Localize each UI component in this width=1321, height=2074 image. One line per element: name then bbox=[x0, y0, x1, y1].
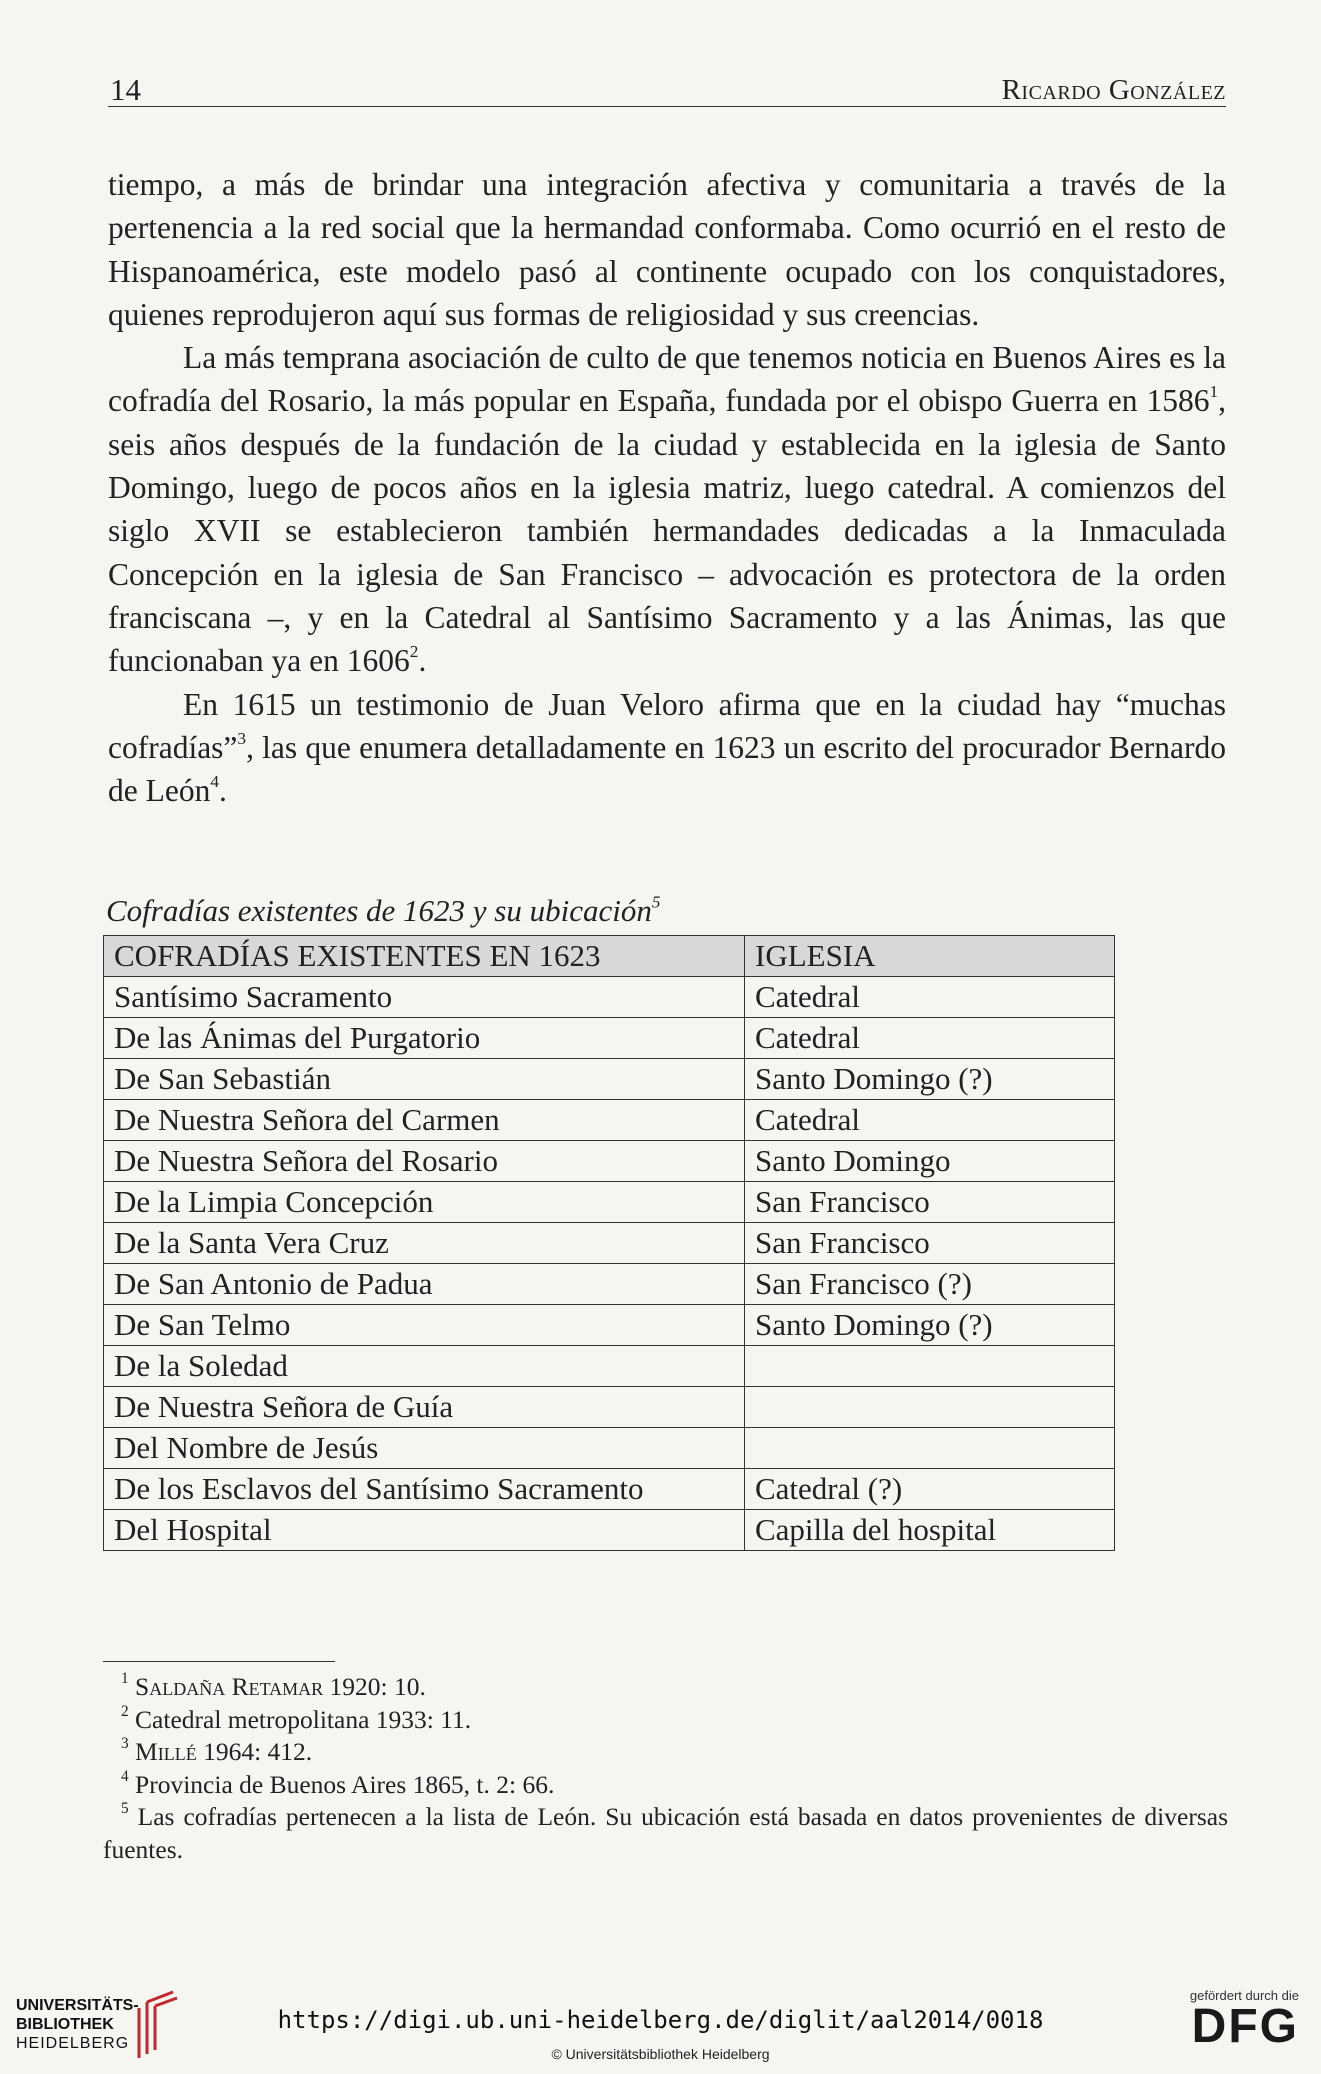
footnote-author: Saldaña Retamar bbox=[135, 1672, 324, 1701]
paragraph-2-text-a: La más temprana asociación de culto de que tenemos noticia en Buenos Aires es la cofradía del Rosario, la más popular en España, fundada por el obispo Guerra en 1586 bbox=[108, 340, 1226, 419]
table-row bbox=[104, 1387, 1115, 1428]
iglesia-cell: Santo Domingo (?) bbox=[745, 1305, 1115, 1346]
footnote-text: 1920: 10. bbox=[323, 1672, 426, 1701]
table-row bbox=[104, 1182, 1115, 1223]
paragraph-3-text-b: , las que enumera detalladamente en 1623 un escrito del procurador Bernardo de León bbox=[108, 729, 1226, 809]
footnote-1 bbox=[103, 1671, 1228, 1704]
footnote-number: 4 bbox=[121, 1767, 129, 1785]
iglesia-cell: San Francisco bbox=[745, 1223, 1115, 1264]
table-row bbox=[104, 1100, 1115, 1141]
iglesia-cell bbox=[745, 1428, 1115, 1469]
table-row bbox=[104, 1469, 1115, 1510]
funder-logo[interactable] bbox=[1190, 1988, 1299, 2051]
paragraph-2 bbox=[108, 336, 1226, 682]
iglesia-cell: Santo Domingo (?) bbox=[745, 1059, 1115, 1100]
iglesia-cell bbox=[745, 1346, 1115, 1387]
cofradia-name-cell: De San Telmo bbox=[104, 1305, 745, 1346]
cofradia-name-cell: De los Esclavos del Santísimo Sacramento bbox=[104, 1469, 745, 1510]
paragraph-3 bbox=[108, 683, 1226, 813]
source-url-link[interactable]: https://digi.ub.uni-heidelberg.de/diglit/aal2014/0018 bbox=[277, 2006, 1044, 2034]
body-text bbox=[108, 163, 1226, 812]
cofradia-name-cell: De la Limpia Concepción bbox=[104, 1182, 745, 1223]
footnote-2 bbox=[103, 1704, 1228, 1737]
table-row bbox=[104, 1346, 1115, 1387]
iglesia-cell: San Francisco (?) bbox=[745, 1264, 1115, 1305]
table-row bbox=[104, 1141, 1115, 1182]
cofradia-name-cell: Del Hospital bbox=[104, 1510, 745, 1551]
footnote-ref-1[interactable]: 1 bbox=[1209, 382, 1219, 402]
footnote-5 bbox=[103, 1801, 1228, 1866]
footnote-3 bbox=[103, 1736, 1228, 1769]
library-name-line-3: HEIDELBERG bbox=[16, 2035, 130, 2052]
footnote-text: Las cofradías pertenecen a la lista de León. Su ubicación está basada en datos provenientes de diversas fuentes. bbox=[103, 1802, 1228, 1864]
iglesia-cell: Capilla del hospital bbox=[745, 1510, 1115, 1551]
page-number: 14 bbox=[110, 72, 141, 107]
cofradia-name-cell: De San Sebastián bbox=[104, 1059, 745, 1100]
cofradia-name-cell: De la Santa Vera Cruz bbox=[104, 1223, 745, 1264]
library-name-line-1: UNIVERSITÄTS- bbox=[16, 1997, 139, 2014]
iglesia-cell: Catedral bbox=[745, 977, 1115, 1018]
table-body bbox=[104, 977, 1115, 1551]
paragraph-3-text-a: En 1615 un testimonio de Juan Veloro afirma que en la ciudad hay “muchas cofradías” bbox=[108, 686, 1226, 765]
table-row bbox=[104, 1264, 1115, 1305]
footnotes bbox=[103, 1671, 1228, 1866]
iglesia-cell bbox=[745, 1387, 1115, 1428]
footnote-number: 2 bbox=[121, 1702, 129, 1720]
paragraph-3-text-c: . bbox=[219, 773, 227, 809]
column-header-iglesia: IGLESIA bbox=[745, 936, 1115, 977]
footnote-ref-5[interactable]: 5 bbox=[651, 892, 661, 912]
table-header-row bbox=[104, 936, 1115, 977]
copyright-notice: © Universitätsbibliothek Heidelberg bbox=[551, 2046, 770, 2062]
cofradia-name-cell: Santísimo Sacramento bbox=[104, 977, 745, 1018]
footnote-number: 3 bbox=[121, 1734, 129, 1752]
dfg-logo-text: DFG bbox=[1191, 2000, 1299, 2053]
cofradias-table bbox=[103, 935, 1115, 1551]
iglesia-cell: Santo Domingo bbox=[745, 1141, 1115, 1182]
iglesia-cell: Catedral bbox=[745, 1018, 1115, 1059]
table-caption-text: Cofradías existentes de 1623 y su ubicación bbox=[106, 893, 652, 928]
footnote-4 bbox=[103, 1769, 1228, 1802]
table-row bbox=[104, 1428, 1115, 1469]
table-caption bbox=[106, 893, 660, 929]
table-row bbox=[104, 1018, 1115, 1059]
table-row bbox=[104, 1059, 1115, 1100]
funder-note: gefördert durch die bbox=[1189, 1988, 1299, 2003]
table-row bbox=[104, 1305, 1115, 1346]
cofradia-name-cell: De Nuestra Señora del Rosario bbox=[104, 1141, 745, 1182]
table-row bbox=[104, 977, 1115, 1018]
cofradia-name-cell: De San Antonio de Padua bbox=[104, 1264, 745, 1305]
footnote-number: 1 bbox=[121, 1669, 129, 1687]
cofradia-name-cell: De Nuestra Señora de Guía bbox=[104, 1387, 745, 1428]
footnote-text: 1964: 412. bbox=[196, 1737, 313, 1766]
cofradia-name-cell: De las Ánimas del Purgatorio bbox=[104, 1018, 745, 1059]
table-row bbox=[104, 1510, 1115, 1551]
footnote-divider bbox=[103, 1661, 335, 1662]
footnote-ref-3[interactable]: 3 bbox=[237, 729, 247, 748]
footnote-text: Catedral metropolitana 1933: 11. bbox=[135, 1704, 472, 1734]
paragraph-2-text-b: , seis años después de la fundación de la ciudad y establecida en la iglesia de Santo Domingo, luego de pocos años en la iglesia matriz, luego catedral. A comienzos del siglo XVII se establecieron también hermandades dedicadas a la Inmaculada Concepción en la iglesia de San Francisco – advocación es protectora de la orden franciscana –, y en la Catedral al Santísimo Sacramento y a las Ánimas, las que funcionaban ya en 1606 bbox=[108, 383, 1226, 679]
iglesia-cell: Catedral (?) bbox=[745, 1469, 1115, 1510]
footnote-ref-2[interactable]: 2 bbox=[409, 642, 419, 662]
footnote-ref-4[interactable]: 4 bbox=[210, 772, 219, 792]
table-row bbox=[104, 1223, 1115, 1264]
footnote-author: Millé bbox=[135, 1737, 197, 1766]
footnote-text: Provincia de Buenos Aires 1865, t. 2: 66. bbox=[135, 1769, 555, 1799]
page-footer bbox=[0, 1978, 1321, 2074]
footnote-number: 5 bbox=[121, 1799, 129, 1817]
iglesia-cell: Catedral bbox=[745, 1100, 1115, 1141]
paragraph-1: tiempo, a más de brindar una integración afectiva y comunitaria a través de la pertenencia a la red social que la hermandad conformaba. Como ocurrió en el resto de Hispanoamérica, este modelo pasó al continente ocupado con los conquistadores, quienes reprodujeron aquí sus formas de religiosidad y sus creencias. bbox=[108, 167, 1226, 332]
page-header bbox=[108, 70, 1226, 107]
cofradia-name-cell: De Nuestra Señora del Carmen bbox=[104, 1100, 745, 1141]
column-header-cofradias: COFRADÍAS EXISTENTES EN 1623 bbox=[104, 936, 745, 977]
library-name-line-2: BIBLIOTHEK bbox=[16, 2016, 114, 2033]
paragraph-2-text-c: . bbox=[418, 643, 427, 679]
running-head: Ricardo González bbox=[1001, 74, 1226, 106]
cofradia-name-cell: De la Soledad bbox=[104, 1346, 745, 1387]
cofradia-name-cell: Del Nombre de Jesús bbox=[104, 1428, 745, 1469]
iglesia-cell: San Francisco bbox=[745, 1182, 1115, 1223]
